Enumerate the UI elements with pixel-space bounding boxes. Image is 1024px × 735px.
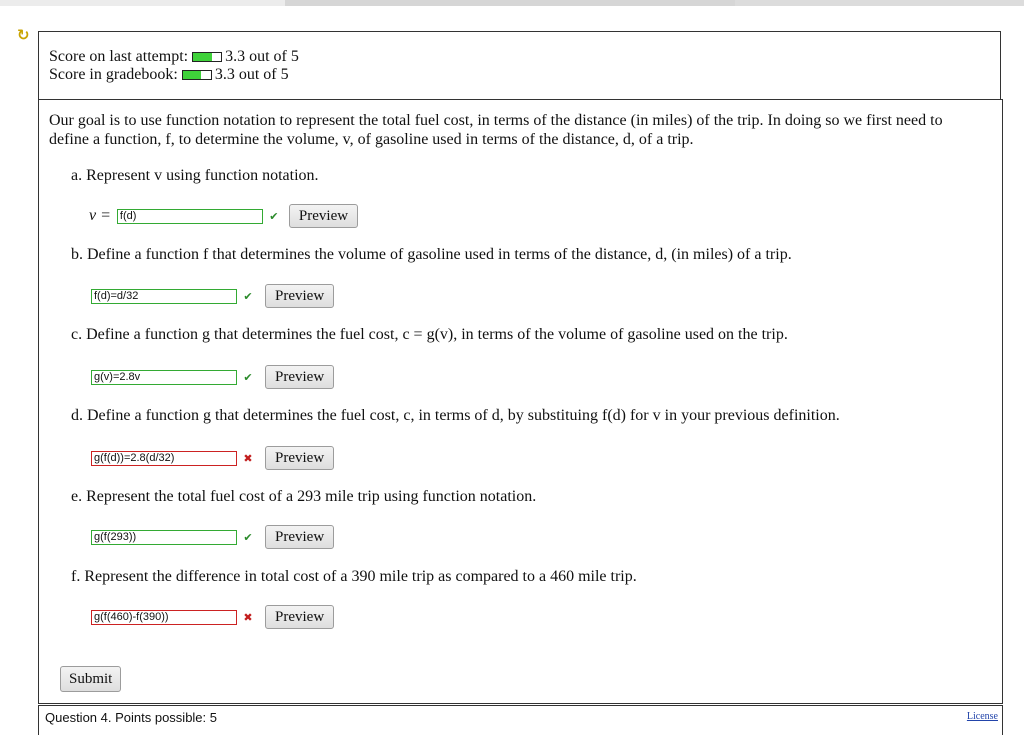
top-strip-segment	[0, 0, 285, 6]
part-e-preview-button[interactable]: Preview	[265, 525, 334, 549]
correct-check-icon: ✔	[243, 289, 253, 303]
part-d-prompt: d. Define a function g that determines the fuel cost, c, in terms of d, by substituing f(d) for v in your previous definition.	[71, 407, 840, 424]
correct-check-icon: ✔	[243, 530, 253, 544]
part-b-prompt: b. Define a function f that determines the volume of gasoline used in terms of the distance, d, (in miles) of a trip.	[71, 246, 792, 263]
part-e-answer-input[interactable]	[91, 530, 237, 545]
part-b-preview-button[interactable]: Preview	[265, 284, 334, 308]
part-b-answer-input[interactable]	[91, 289, 237, 304]
part-b-answer-row	[91, 284, 334, 308]
browser-top-strip	[0, 0, 1024, 6]
part-c-answer-input[interactable]	[91, 370, 237, 385]
part-c-preview-button[interactable]: Preview	[265, 365, 334, 389]
part-a-answer-row	[89, 204, 358, 228]
part-f-prompt: f. Represent the difference in total cost of a 390 mile trip as compared to a 460 mile trip.	[71, 568, 637, 585]
gradebook-label: Score in gradebook:	[49, 66, 178, 83]
progress-fill	[183, 71, 201, 79]
part-a-preview-button[interactable]: Preview	[289, 204, 358, 228]
question-panel	[38, 99, 1003, 704]
next-question-panel	[38, 705, 1003, 735]
incorrect-x-icon: ✖	[243, 610, 253, 624]
license-link[interactable]: License	[966, 711, 998, 722]
part-f-answer-input[interactable]	[91, 610, 237, 625]
part-f-preview-button[interactable]: Preview	[265, 605, 334, 629]
part-e-answer-row	[91, 525, 334, 549]
correct-check-icon: ✔	[269, 209, 279, 223]
question-intro: Our goal is to use function notation to represent the total fuel cost, in terms of the distance (in miles) of the trip. In doing so we first need to define a function, f, to determine the volume, v, of gasoline used in terms of the distance, d, of a trip.	[49, 112, 943, 148]
gradebook-value: 3.3 out of 5	[214, 66, 289, 83]
part-d-answer-row	[91, 446, 334, 470]
next-question-title: Question 4. Points possible: 5	[45, 710, 217, 725]
part-a-var-label: v =	[89, 207, 111, 224]
gradebook-progress-bar	[182, 70, 212, 80]
gradebook-score	[49, 66, 289, 84]
correct-check-icon: ✔	[243, 370, 253, 384]
part-c-prompt: c. Define a function g that determines the fuel cost, c = g(v), in terms of the volume of gasoline used on the trip.	[71, 326, 788, 343]
part-c-answer-row	[91, 365, 334, 389]
top-strip-segment	[285, 0, 735, 6]
last-attempt-label: Score on last attempt:	[49, 48, 189, 65]
part-f-answer-row	[91, 605, 334, 629]
part-a-prompt: a. Represent v using function notation.	[71, 167, 319, 184]
progress-fill	[193, 53, 211, 61]
part-d-answer-input[interactable]	[91, 451, 237, 466]
top-strip-segment	[735, 0, 1024, 6]
reload-icon[interactable]: ↻	[17, 26, 30, 44]
part-e-prompt: e. Represent the total fuel cost of a 293 mile trip using function notation.	[71, 488, 537, 505]
incorrect-x-icon: ✖	[243, 451, 253, 465]
last-attempt-score	[49, 48, 299, 66]
last-attempt-progress-bar	[192, 52, 222, 62]
submit-button[interactable]: Submit	[60, 666, 121, 692]
score-panel	[38, 31, 1001, 99]
part-d-preview-button[interactable]: Preview	[265, 446, 334, 470]
part-a-answer-input[interactable]	[117, 209, 263, 224]
last-attempt-value: 3.3 out of 5	[225, 48, 299, 65]
